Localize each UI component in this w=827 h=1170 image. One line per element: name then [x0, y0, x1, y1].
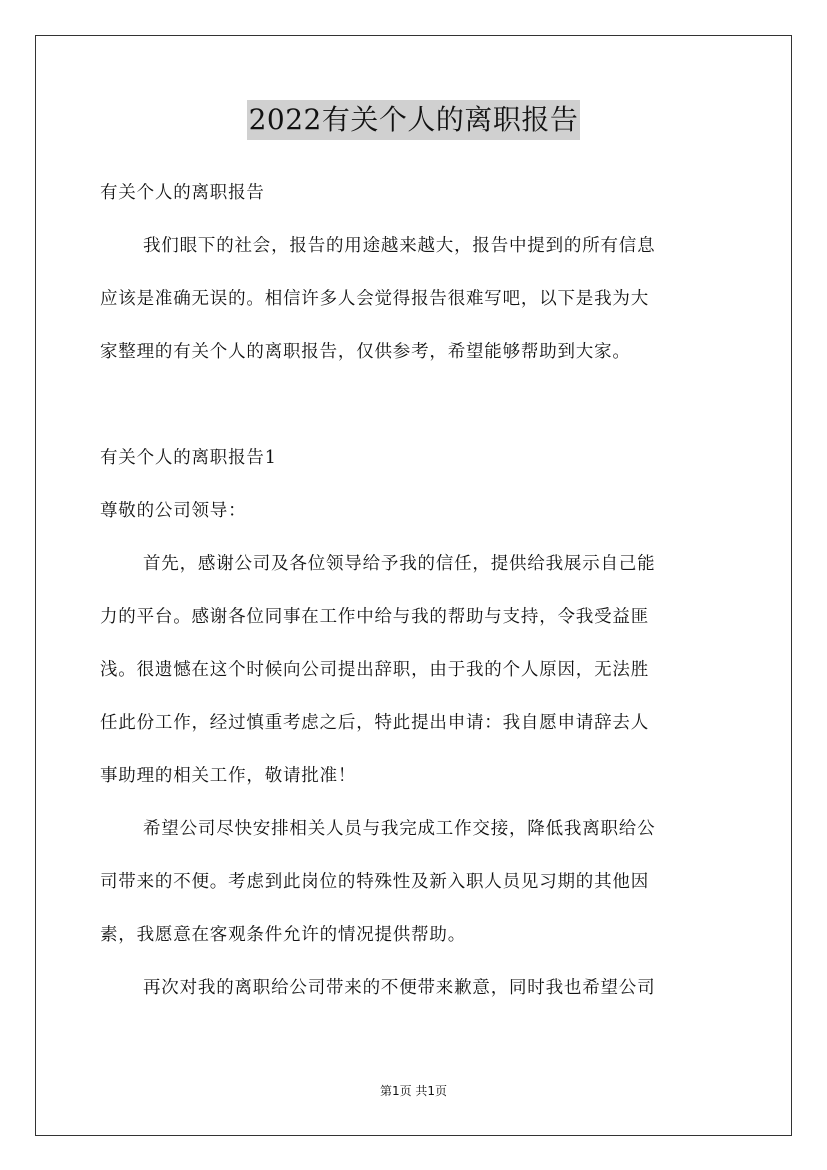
text-line: 首先，感谢公司及各位领导给予我的信任，提供给我展示自己能: [143, 554, 656, 574]
text-line: 司带来的不便。考虑到此岗位的特殊性及新入职人员见习期的其他因: [100, 872, 649, 892]
text-line: 浅。很遗憾在这个时候向公司提出辞职，由于我的个人原因，无法胜: [100, 660, 649, 680]
text-line: 事助理的相关工作，敬请批准！: [100, 766, 357, 786]
text-line: 力的平台。感谢各位同事在工作中给与我的帮助与支持，令我受益匪: [100, 607, 649, 627]
text-line: 家整理的有关个人的离职报告，仅供参考，希望能够帮助到大家。: [100, 342, 631, 362]
page-footer: 第1页 共1页: [379, 1084, 448, 1098]
text-line: 任此份工作，经过慎重考虑之后，特此提出申请：我自愿申请辞去人: [100, 713, 649, 733]
blank-line: [100, 384, 728, 437]
text-line: 应该是准确无误的。相信许多人会觉得报告很难写吧，以下是我为大: [100, 289, 649, 309]
text-line: 有关个人的离职报告1: [100, 448, 277, 468]
document-body: [100, 172, 728, 1020]
text-line: 有关个人的离职报告: [100, 183, 265, 203]
title-container: [0, 100, 827, 140]
text-line: 尊敬的公司领导：: [100, 501, 247, 521]
text-line: 再次对我的离职给公司带来的不便带来歉意，同时我也希望公司: [143, 978, 656, 998]
document-title: 2022有关个人的离职报告: [247, 100, 581, 140]
text-line: 希望公司尽快安排相关人员与我完成工作交接，降低我离职给公: [143, 819, 656, 839]
text-line: 我们眼下的社会，报告的用途越来越大，报告中提到的所有信息: [143, 236, 656, 256]
text-line: 素，我愿意在客观条件允许的情况提供帮助。: [100, 925, 466, 945]
